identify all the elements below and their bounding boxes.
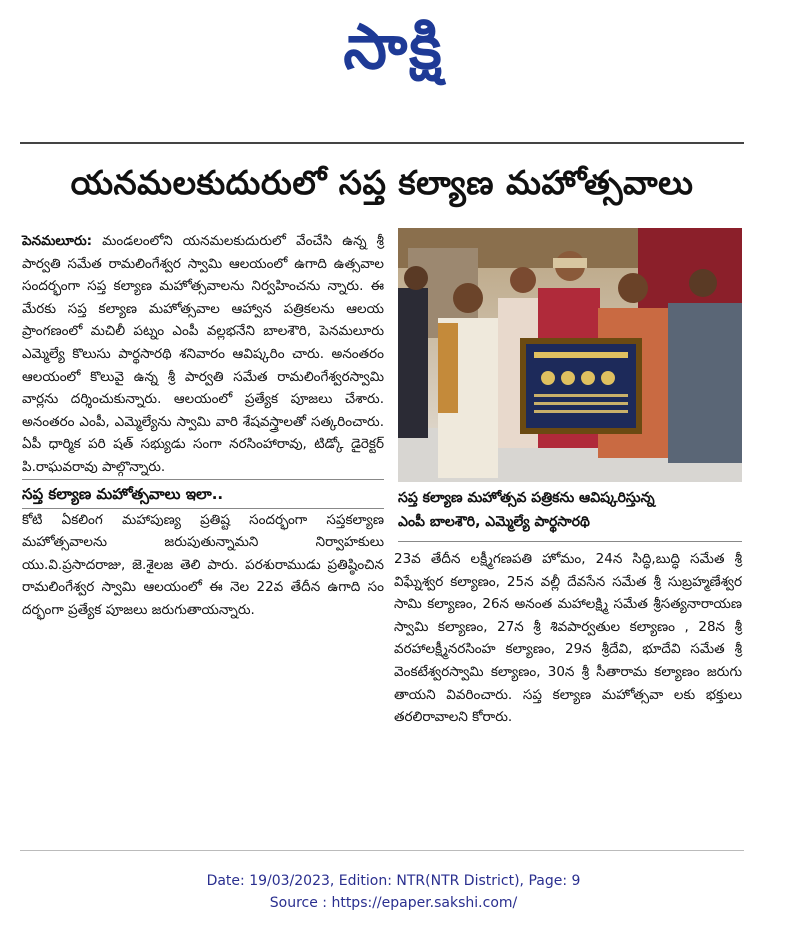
article-paragraph-2: కోటి ఏకలింగ మహాపుణ్య ప్రతిష్ట సందర్భంగా సప్తకల్యాణ మహోత్సవాలను జరుపుతున్నామని నిర్వాహకులు యు.వి.ప్రసాదరాజు, జె.శైలజ తెలి పారు. పరశురాముడు ప్రతిష్ఠించిన రామలింగేశ్వర స్వామి ఆలయంలో ఈ నెల 22వ తేదీన ఉగాది సం దర్భంగా ప్రత్యేక పూజలు జరుగుతాయన్నారు. [22,511,384,618]
article-left-column [22,230,384,622]
footer-source: Source : https://epaper.sakshi.com/ [269,895,518,911]
caption-divider [398,541,742,542]
photo-illustration [398,228,742,482]
article-subheading: సప్త కల్యాణ మహోత్సవాలు ఇలా.. [22,479,384,506]
caption-line-1: సప్త కల్యాణ మహోత్సవ పత్రికను ఆవిష్కరిస్తున్న [398,490,655,506]
paragraph-1-text: మండలంలోని యనమలకుదురులో వేంచేసి ఉన్న శ్రీ పార్వతి సమేత రామలింగేశ్వర స్వామి ఆలయంలో ఉగాది ఉత్సవాల సందర్భంగా సప్త కల్యాణ మహోత్సవాలను నిర్వహించను న్నారు. ఈ మేరకు సప్త కల్యాణ మహోత్సవాల ఆహ్వాన పత్రికలను ఆలయ ప్రాంగణంలో మచిలీ పట్నం ఎంపీ వల్లభనేని బాలశౌరి, పెనమలూరు ఎమ్మెల్యే కొలుసు పార్థసారథి శనివారం ఆవిష్కరిం చారు. అనంతరం ఆలయంలో కొలువై ఉన్న శ్రీ పార్వతి సమేత రామలింగేశ్వరస్వామి వార్లను దర్శించుకున్నారు. ఆలయంలో ప్రత్యేక పూజలు చేశారు. అనంతరం ఎంపీ, ఎమ్మెల్యేను స్వామి వారి శేషవస్త్రాలతో సత్కరించారు. ఏపీ ధార్మిక పరి షత్ సభ్యుడు సంగా నరసింహారావు, టిడ్కో డైరెక్టర్ పి.రాఘవరావు పాల్గొన్నారు. [22,233,384,475]
article-photo [398,228,742,482]
bottom-divider [20,850,744,851]
photo-caption [398,486,742,534]
newspaper-logo [0,10,787,94]
top-divider [20,142,744,144]
article-paragraph-3: 23వ తేదీన లక్ష్మీగణపతి హోమం, 24న సిద్ధి,బుద్ధి సమేత శ్రీ విఘ్నేశ్వర కల్యాణం, 25న వల్లీ దేవసేన సమేత శ్రీ సుబ్రహ్మణేశ్వర సామి కల్యాణం, 26న అనంత మహాలక్ష్మి సమేత శ్రీసత్యనారాయణ స్వామి కల్యాణం, 27న శ్రీ శివపార్వతుల కల్యాణం , 28న శ్రీ వరహాలక్ష్మీనరసింహ కల్యాణం, 29న శ్రీదేవి, భూదేవి సమేత శ్రీ వెంకటేశ్వరస్వామి కల్యాణం, 30న శ్రీ సీతారామ కల్యాణం జరుగు తాయని వివరించారు. సప్త కల్యాణ మహోత్సవా లకు భక్తులు తరలిరావాలని కోరారు. [394,551,742,726]
dateline: పెనమలూరు: [22,233,93,249]
article-right-column [394,548,742,729]
article-paragraph-1 [22,230,384,479]
article-headline: యనమలకుదురులో సప్త కల్యాణ మహోత్సవాలు [70,162,694,202]
footer-date-edition: Date: 19/03/2023, Edition: NTR(NTR District), Page: 9 [206,873,581,889]
caption-line-2: ఎంపీ బాలశౌరి, ఎమ్మెల్యే పార్థసారథి [398,514,590,530]
logo-text: సాక్షి [343,10,444,83]
source-footer [0,870,787,914]
